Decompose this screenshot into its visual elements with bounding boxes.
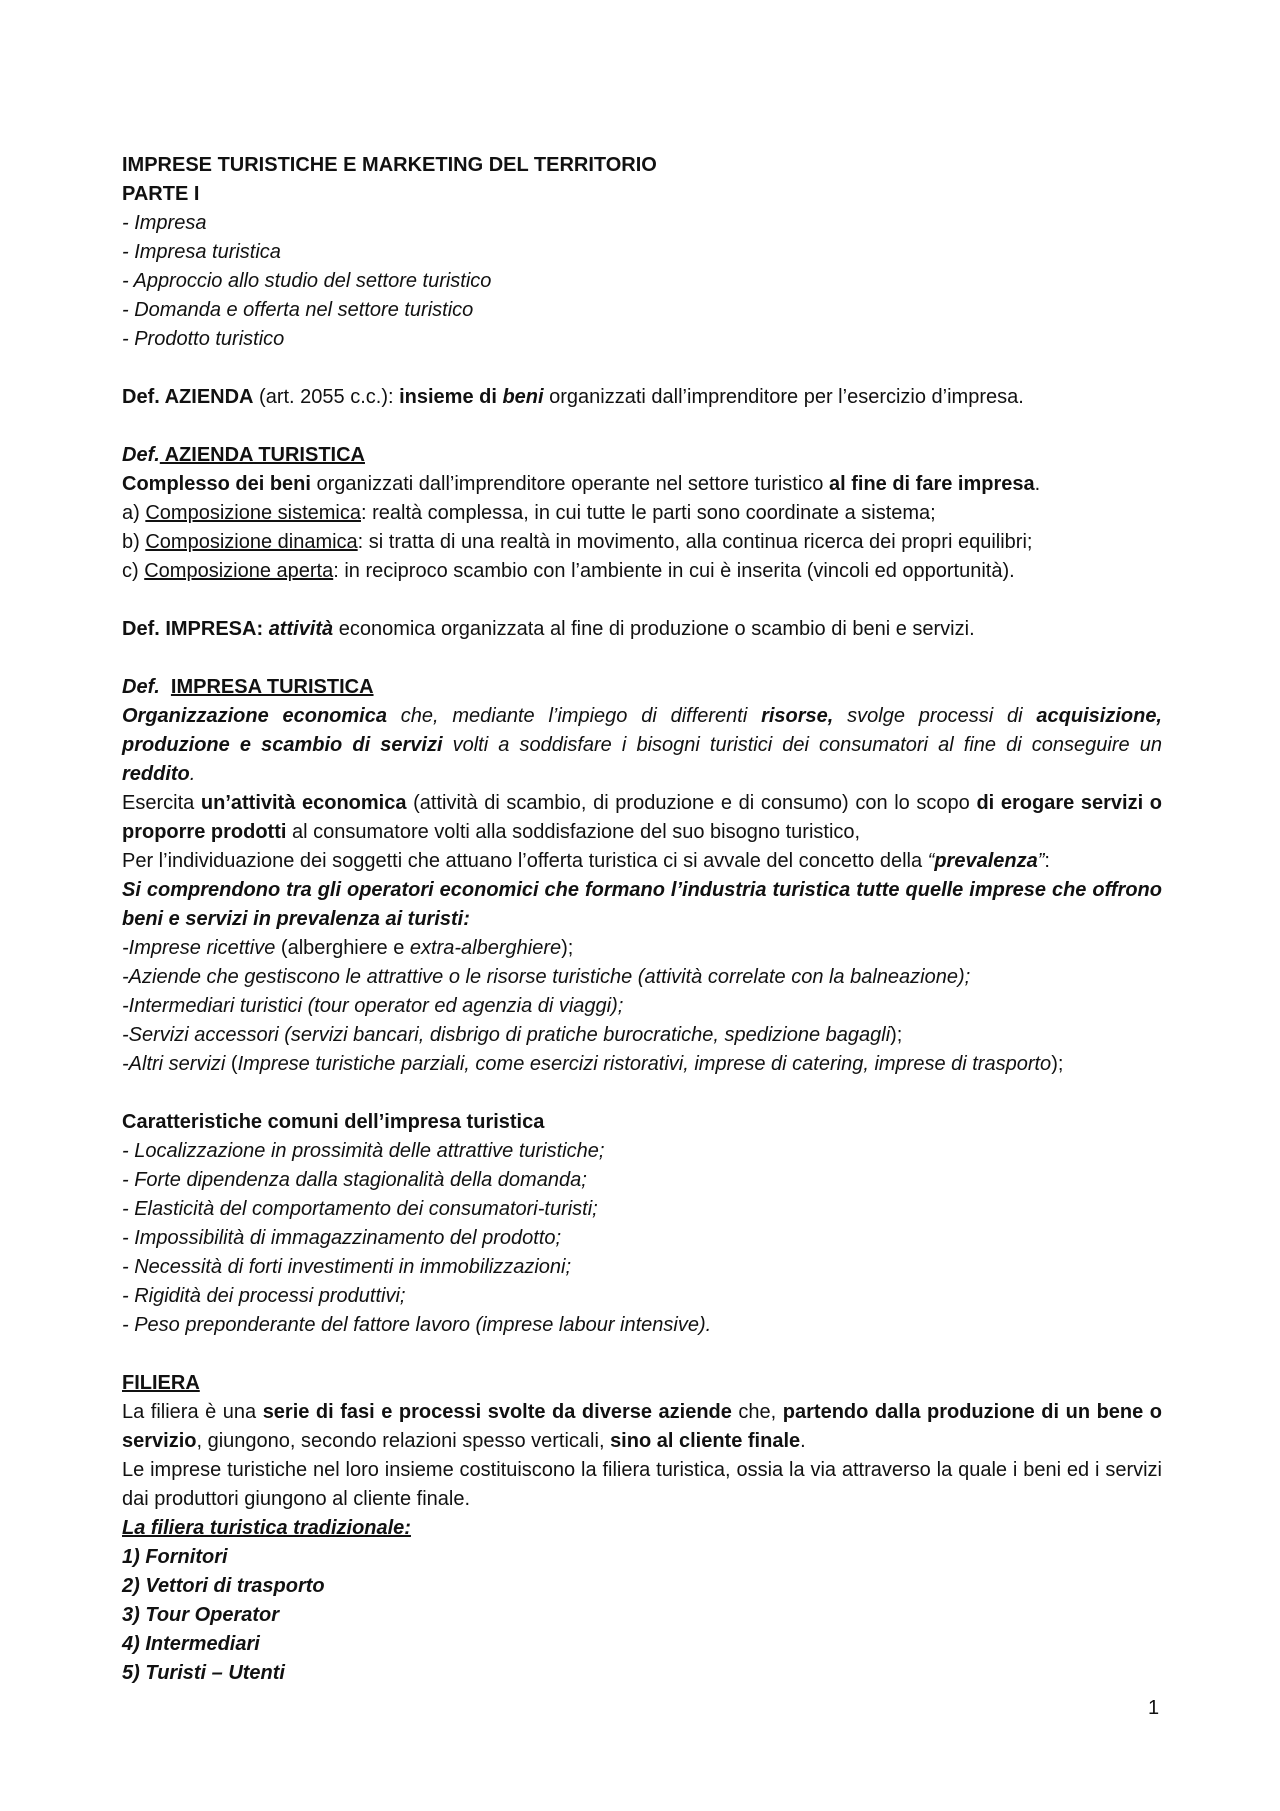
- filiera-subtitle: La filiera turistica tradizionale:: [122, 1517, 411, 1539]
- text-run: );: [890, 1024, 903, 1046]
- topic-item: - Approccio allo studio del settore turistico: [122, 270, 492, 292]
- filiera-definition: [122, 1398, 1162, 1456]
- text-run: sino al cliente finale: [610, 1430, 801, 1452]
- filiera-step: 2) Vettori di trasporto: [122, 1575, 325, 1597]
- text-run: di erogare servizi o proporre prodotti: [122, 792, 1162, 843]
- text-run: , giungono, secondo relazioni spesso verticali,: [196, 1430, 611, 1452]
- topic-item: - Prodotto turistico: [122, 328, 285, 350]
- caratteristiche-heading: Caratteristiche comuni dell’impresa turistica: [122, 1111, 545, 1133]
- text-run: che, mediante l’impiego di differenti: [386, 705, 762, 727]
- operator-item: [122, 1021, 1162, 1050]
- prevalenza-statement: Si comprendono tra gli operatori economici che formano l’industria turistica tutte quelle imprese che offrono beni e servizi in prevalenza ai turisti:: [122, 879, 1162, 930]
- operator-item: [122, 992, 1162, 1021]
- impresa-turistica-activity: [122, 789, 1162, 847]
- filiera-step: 5) Turisti – Utenti: [122, 1662, 285, 1684]
- caratteristica-item: - Peso preponderante del fattore lavoro (imprese labour intensive).: [122, 1314, 712, 1336]
- operator-item: [122, 934, 1162, 963]
- text-run: -Altri servizi: [122, 1053, 226, 1075]
- text-run: (alberghiere e: [275, 937, 410, 959]
- azienda-turistica-definition: Complesso dei beni organizzati dall’imprenditore operante nel settore turistico al fine di fare impresa.: [122, 473, 1041, 495]
- operator-item: [122, 1050, 1162, 1079]
- text-run: (: [225, 1053, 238, 1075]
- text-run: );: [561, 937, 574, 959]
- text-run: (attività di scambio, di produzione e di consumo) con lo scopo: [406, 792, 977, 814]
- composition-item: a) Composizione sistemica: realtà complessa, in cui tutte le parti sono coordinate a sistema;: [122, 502, 936, 524]
- text-run: -Imprese ricettive: [122, 937, 276, 959]
- text-run: ”: [1037, 850, 1045, 872]
- text-run: -Intermediari turistici (tour operator ed agenzia di viaggi);: [122, 995, 624, 1017]
- text-run: La filiera è una: [122, 1401, 263, 1423]
- text-run: risorse,: [761, 705, 834, 727]
- caratteristica-item: - Elasticità del comportamento dei consumatori-turisti;: [122, 1198, 598, 1220]
- composition-item: c) Composizione aperta: in reciproco scambio con l’ambiente in cui è inserita (vincoli ed opportunità).: [122, 560, 1015, 582]
- text-run: -Aziende che gestiscono le attrattive o le risorse turistiche (attività correlate con la balneazione);: [122, 966, 971, 988]
- text-run: reddito: [122, 763, 190, 785]
- filiera-step: 3) Tour Operator: [122, 1604, 280, 1626]
- part-heading: PARTE I: [122, 183, 200, 205]
- text-run: Esercita: [122, 792, 201, 814]
- topic-item: - Domanda e offerta nel settore turistico: [122, 299, 474, 321]
- text-run: Imprese turistiche parziali, come esercizi ristorativi, imprese di catering, imprese di trasporto: [237, 1053, 1052, 1075]
- caratteristica-item: - Impossibilità di immagazzinamento del prodotto;: [122, 1227, 562, 1249]
- document-title: IMPRESE TURISTICHE E MARKETING DEL TERRITORIO: [122, 154, 657, 176]
- impresa-turistica-heading: Def. IMPRESA TURISTICA: [122, 676, 374, 698]
- text-run: );: [1051, 1053, 1064, 1075]
- topic-item: - Impresa turistica: [122, 241, 281, 263]
- topic-item: - Impresa: [122, 212, 207, 234]
- text-run: extra-alberghiere: [409, 937, 562, 959]
- text-run: serie di fasi e processi svolte da diverse aziende: [262, 1401, 732, 1423]
- text-run: .: [189, 763, 196, 785]
- azienda-definition: Def. AZIENDA (art. 2055 c.c.): insieme di beni organizzati dall’imprenditore per l’esercizio d’impresa.: [122, 386, 1024, 408]
- caratteristica-item: - Rigidità dei processi produttivi;: [122, 1285, 406, 1307]
- filiera-heading: FILIERA: [122, 1372, 200, 1394]
- text-run: che,: [731, 1401, 783, 1423]
- composition-item: b) Composizione dinamica: si tratta di una realtà in movimento, alla continua ricerca dei propri equilibri;: [122, 531, 1033, 553]
- impresa-turistica-definition: [122, 702, 1162, 789]
- text-run: acquisizione, produzione e scambio di servizi: [122, 705, 1162, 756]
- page-number: 1: [1148, 1697, 1160, 1719]
- operator-item: [122, 963, 1162, 992]
- text-run: “: [927, 850, 935, 872]
- text-run: al consumatore volti alla soddisfazione del suo bisogno turistico,: [286, 821, 861, 843]
- impresa-definition: Def. IMPRESA: attività economica organizzata al fine di produzione o scambio di beni e servizi.: [122, 618, 975, 640]
- filiera-step: 4) Intermediari: [122, 1633, 260, 1655]
- text-run: un’attività economica: [200, 792, 407, 814]
- caratteristica-item: - Localizzazione in prossimità delle attrattive turistiche;: [122, 1140, 605, 1162]
- text-run: .: [800, 1430, 806, 1452]
- azienda-turistica-heading: Def. AZIENDA TURISTICA: [122, 444, 365, 466]
- text-run: svolge processi di: [833, 705, 1037, 727]
- caratteristica-item: - Forte dipendenza dalla stagionalità della domanda;: [122, 1169, 587, 1191]
- filiera-step: 1) Fornitori: [122, 1546, 228, 1568]
- prevalenza-paragraph: [122, 847, 1162, 876]
- text-run: partendo dalla produzione di un bene o servizio: [122, 1401, 1163, 1452]
- text-run: -Servizi accessori (servizi bancari, disbrigo di pratiche burocratiche, spedizione bagagli: [122, 1024, 891, 1046]
- document-page: [122, 151, 1162, 1688]
- text-run: Per l’individuazione dei soggetti che attuano l’offerta turistica ci si avvale del concetto della: [122, 850, 928, 872]
- filiera-description: Le imprese turistiche nel loro insieme costituiscono la filiera turistica, ossia la via attraverso la quale i beni ed i servizi dai produttori giungono al cliente finale.: [122, 1459, 1162, 1510]
- text-run: Organizzazione economica: [122, 705, 387, 727]
- text-run: volti a soddisfare i bisogni turistici dei consumatori al fine di conseguire un: [442, 734, 1162, 756]
- text-run: prevalenza: [934, 850, 1038, 872]
- text-run: :: [1044, 850, 1050, 872]
- caratteristica-item: - Necessità di forti investimenti in immobilizzazioni;: [122, 1256, 572, 1278]
